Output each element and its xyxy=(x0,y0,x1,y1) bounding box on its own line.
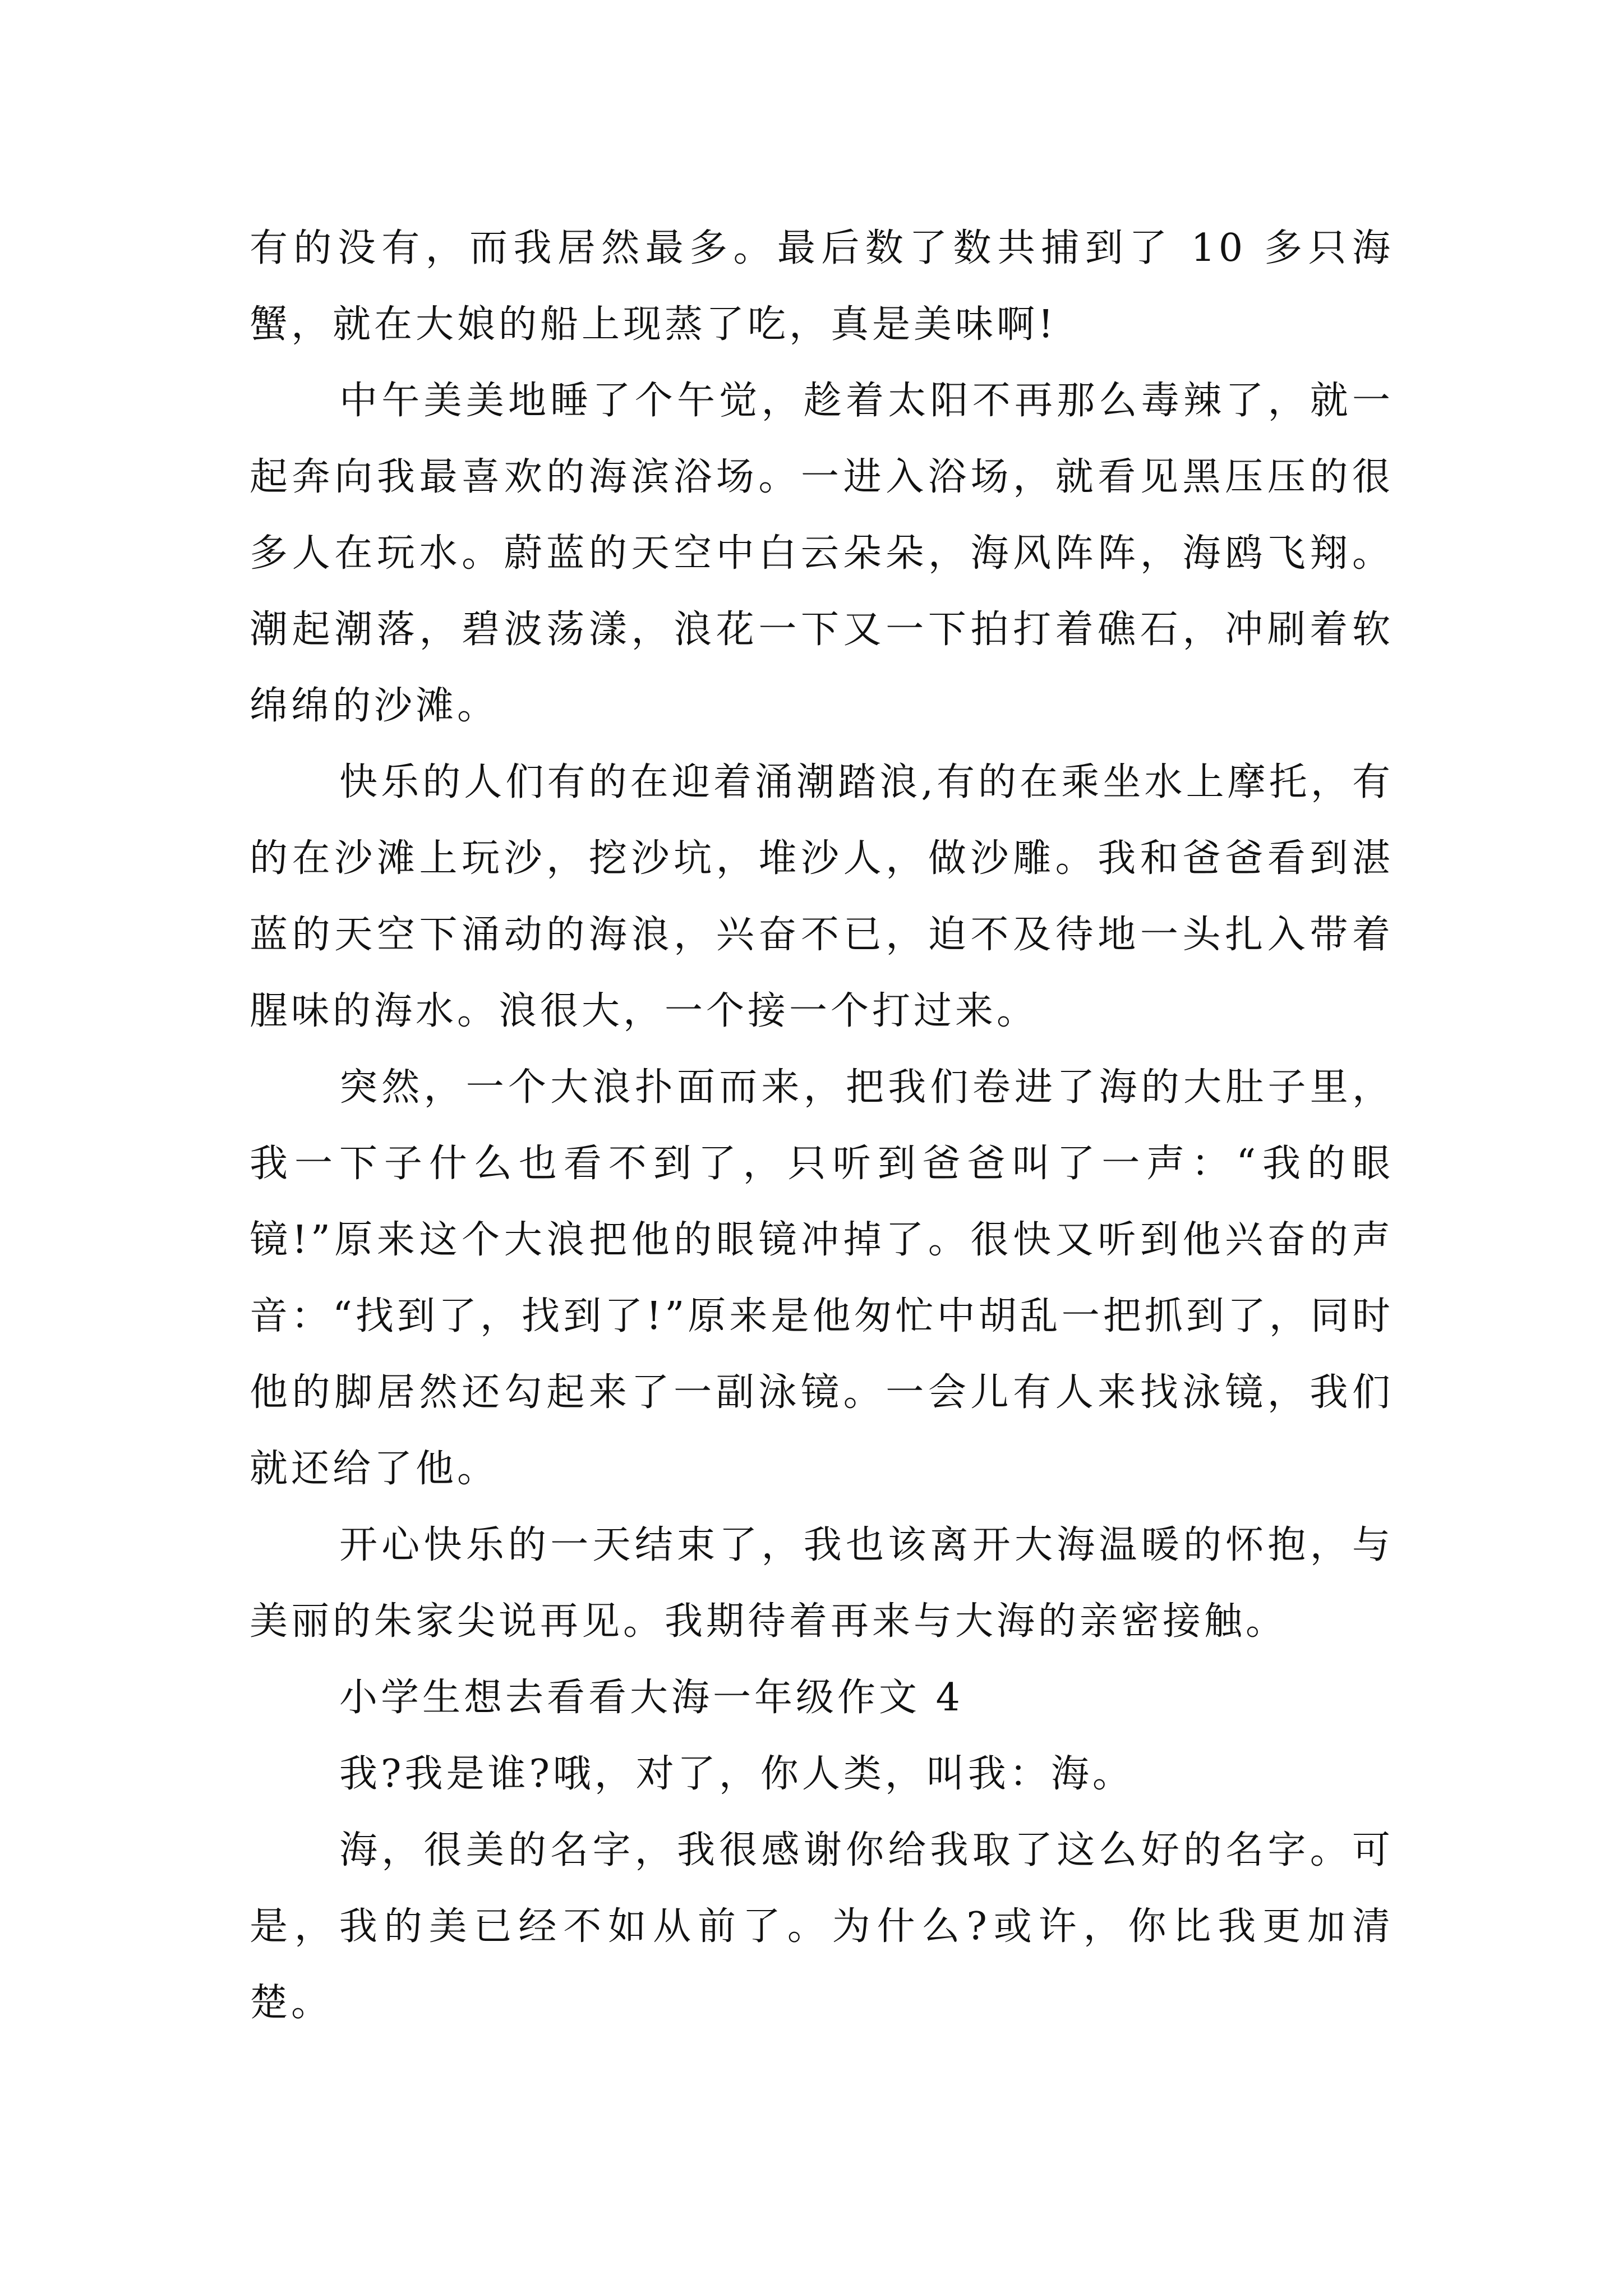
section-heading: 小学生想去看看大海一年级作文 4 xyxy=(339,1676,963,1720)
body-text xyxy=(250,210,1394,2041)
paragraph-2: 中午美美地睡了个午觉，趁着太阳不再那么毒辣了，就一起奔向我最喜欢的海滨浴场。一进入浴场，就看见黑压压的很多人在玩水。蔚蓝的天空中白云朵朵，海风阵阵，海鸥飞翔。潮起潮落，碧波荡漾，浪花一下又一下拍打着礁石，冲刷着软绵绵的沙滩。 xyxy=(250,379,1394,728)
paragraph-7: 海，很美的名字，我很感谢你给我取了这么好的名字。可是，我的美已经不如从前了。为什么?或许，你比我更加清楚。 xyxy=(250,1828,1394,2025)
paragraph-6: 我?我是谁?哦，对了，你人类，叫我：海。 xyxy=(339,1752,1134,1796)
paragraph-3: 快乐的人们有的在迎着涌潮踏浪,有的在乘坐水上摩托，有的在沙滩上玩沙，挖沙坑，堆沙人，做沙雕。我和爸爸看到湛蓝的天空下涌动的海浪，兴奋不已，迫不及待地一头扎入带着腥味的海水。浪很大，一个接一个打过来。 xyxy=(250,760,1394,1033)
paragraph-5: 开心快乐的一天结束了，我也该离开大海温暖的怀抱，与美丽的朱家尖说再见。我期待着再来与大海的亲密接触。 xyxy=(250,1523,1394,1644)
paragraph-4: 突然，一个大浪扑面而来，把我们卷进了海的大肚子里，我一下子什么也看不到了，只听到爸爸叫了一声：“我的眼镜!”原来这个大浪把他的眼镜冲掉了。很快又听到他兴奋的声音：“找到了，找到了!”原来是他匆忙中胡乱一把抓到了，同时他的脚居然还勾起来了一副泳镜。一会儿有人来找泳镜，我们就还给了他。 xyxy=(250,1065,1394,1491)
paragraph-1: 有的没有，而我居然最多。最后数了数共捕到了 10 多只海蟹，就在大娘的船上现蒸了吃，真是美味啊! xyxy=(250,226,1394,347)
